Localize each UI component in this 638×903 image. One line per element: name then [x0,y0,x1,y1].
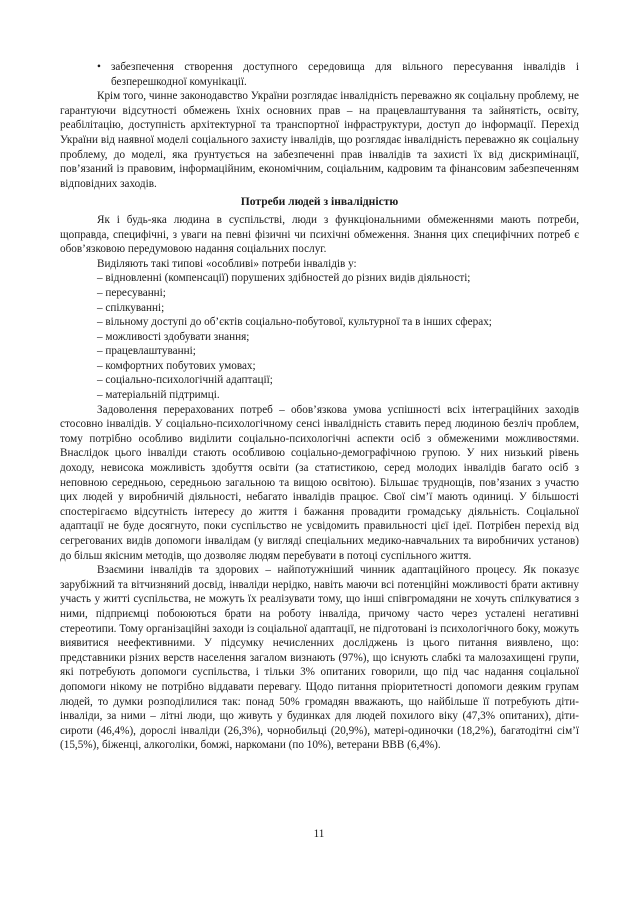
list-item: – пересуванні; [97,286,166,299]
list-intro: Виділяють такі типові «особливі» потреби інвалідів у: [97,257,357,270]
list-item: – можливості здобувати знання; [97,330,250,343]
list-item: – вільному доступі до об’єктів соціально-побутової, культурної та в інших сферах; [97,316,492,329]
bullet-mark: • [97,61,101,73]
list-item: – соціально-психологічній адаптації; [97,374,273,387]
paragraph-relations: Взаємини інвалідів та здорових – найпотужніший чинник адаптаційного процесу. Як показує зарубіжний та вітчизняний досвід, інваліди нерідко, навіть маючи всі потенційні можливості брати активну участь у житті суспільства, не можуть їх реалізувати тому, що інші співгромадяни не хочуть спілкуватися з ними, підприємці побоюються брати на роботу інваліда, причому часто через усталені негативні стереотипи. Тому організаційні заходи із соціальної адаптації, не підготовані із психологічного боку, можуть виявитися неефективними. У підсумку нечисленних досліджень із цього питання виявлено, що: представники різних верств населення загалом визнають (97%), що існують слабкі та малозахищені групи, які потребують допомоги суспільства, і тільки 3% опитаних говорили, що під час надання соціальної допомоги нікому не потрібно віддавати перевагу. Щодо питання пріоритетності допомоги деяким групам людей, то думки розподілилися так: понад 50% громадян вважають, що найбільше її потребують діти-інваліди, за ними – літні люди, що живуть у будинках для людей похилого віку (47,3% опитаних), діти-сироти (46,4%), дорослі інваліди (26,3%), чорнобильці (20,9%), матері-одиночки (18,2%), багатодітні сім’ї (15,5%), біженці, алкоголіки, бомжі, наркомани (по 10%), ветерани ВВВ (6,4%). [60,564,579,752]
list-item: – працевлаштуванні; [97,345,196,358]
paragraph-legislation: Крім того, чинне законодавство України розглядає інвалідність переважно як соціальну проблему, не гарантуючи відсутності обмежень їхніх основних прав – на працевлаштування та зайнятість, освіту, реабілітацію, доступність архітектурної та транспортної інфраструктури, доступ до інформації. Перехід України від наявної моделі соціального захисту інвалідів, що розглядає інвалідність переважно як соціальну проблему, до моделі, яка ґрунтується на забезпеченні прав інвалідів та захисті їх від дискримінації, пов’язаний із правовим, інформаційним, економічним, соціальним, кадровим та фінансовим забезпеченням відповідних заходів. [60,90,579,190]
paragraph-needs: Як і будь-яка людина в суспільстві, люди з функціональними обмеженнями мають потреби, щоправда, специфічні, з уваги на певні фізичні чи психічні обмеження. Знання цих специфічних потреб є обов’язковою передумовою надання соціальних послуг. [60,213,579,256]
page-number: 11 [313,828,325,840]
list-item: – спілкуванні; [97,301,165,314]
bullet-item [60,60,579,89]
list-item: – комфортних побутових умовах; [97,359,256,372]
document-page [60,60,579,753]
bullet-text: забезпечення створення доступного середовища для вільного пересування інвалідів і безперешкодної комунікації. [111,61,579,88]
section-heading: Потреби людей з інвалідністю [240,195,399,209]
list-item: – відновленні (компенсації) порушених здібностей до різних видів діяльності; [97,272,471,285]
needs-list [60,271,579,402]
list-item: – матеріальній підтримці. [97,389,220,402]
paragraph-satisfaction: Задоволення перерахованих потреб – обов’язкова умова успішності всіх інтеграційних заходів стосовно інвалідів. У соціально-психологічному сенсі інвалідність ставить перед людиною безліч проблем, тому потрібно особливо виділити соціально-психологічні аспекти осіб з обмеженими можливостями. Внаслідок цього інваліди стають особливою соціально-демографічною групою. У них низький рівень доходу, невисока можливість здобуття освіти (за статистикою, серед молодих інвалідів багато осіб з неповною середньою, середньою загальною та вищою освітою). Більшає труднощів, пов’язаних з участю цих людей у виробничій діяльності, небагато інвалідів працює. Свої сім’ї мають одиниці. У більшості спостерігаємо відсутність інтересу до життя і бажання провадити громадську діяльність. Соціальної адаптації не буде досягнуто, поки суспільство не усвідомить правильності цієї ідеї. Потрібен перехід від сегрегованих видів допомоги інвалідам (у вигляді спеціальних медико-навчальних та виробничих установ) до більш якісним методів, що дозволяє людям перебувати в потоці суспільного життя. [60,403,579,562]
